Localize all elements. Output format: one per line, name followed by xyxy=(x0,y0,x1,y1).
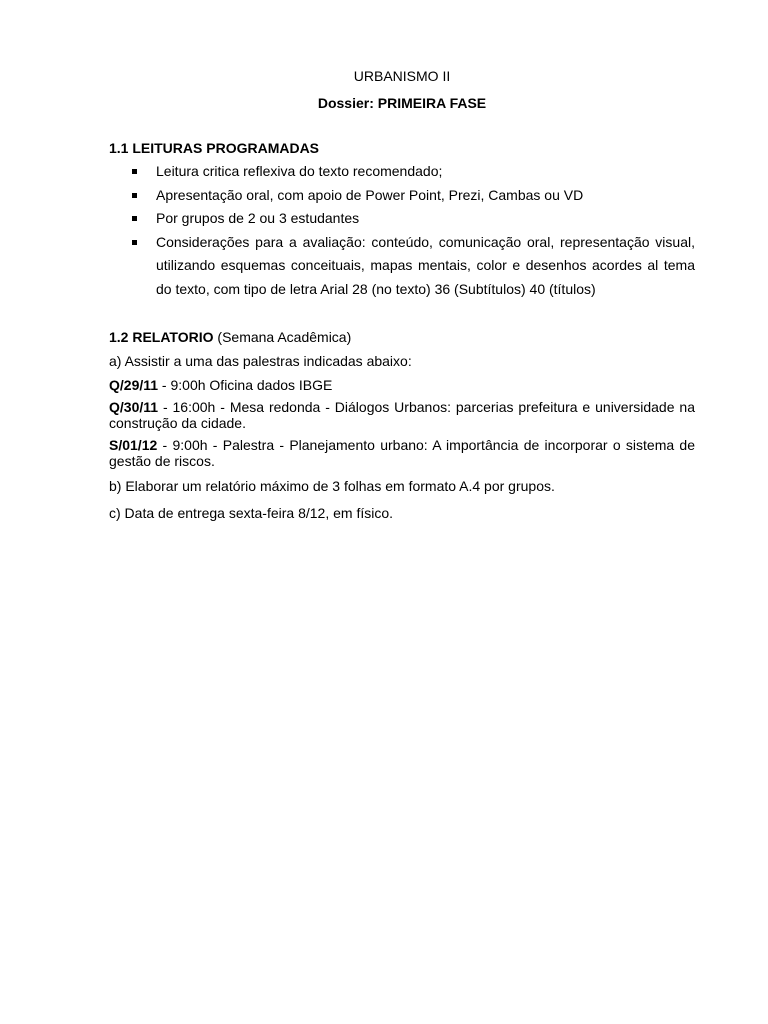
list-item-text: Leitura critica reflexiva do texto recomendado; xyxy=(156,163,443,179)
square-bullet-icon xyxy=(132,240,137,245)
event-text: - 16:00h - Mesa redonda - Diálogos Urbanos: parcerias prefeitura e universidade na construção da cidade. xyxy=(109,399,695,431)
square-bullet-icon xyxy=(132,193,137,198)
list-item-text: Por grupos de 2 ou 3 estudantes xyxy=(156,210,360,226)
relatorio-item-b: b) Elaborar um relatório máximo de 3 folhas em formato A.4 por grupos. xyxy=(109,478,555,494)
list-item-text: Apresentação oral, com apoio de Power Point, Prezi, Cambas ou VD xyxy=(156,186,584,203)
square-bullet-icon xyxy=(132,216,137,221)
list-item xyxy=(109,207,695,231)
list-item xyxy=(109,231,695,302)
relatorio-intro: a) Assistir a uma das palestras indicadas abaixo: xyxy=(109,353,412,369)
event-item xyxy=(109,377,695,393)
section-heading-bold: 1.2 RELATORIO xyxy=(109,329,214,345)
square-bullet-icon xyxy=(132,169,137,174)
list-item xyxy=(109,184,695,208)
event-date: Q/30/11 xyxy=(109,399,159,415)
document-title: URBANISMO II xyxy=(353,68,451,84)
event-date: S/01/12 xyxy=(109,437,158,453)
event-text: - 9:00h - Palestra - Planejamento urbano: A importância de incorporar o sistema de gestão de riscos. xyxy=(109,437,695,469)
event-item xyxy=(109,437,695,469)
list-item xyxy=(109,160,695,184)
list-item-text: Considerações para a avaliação: conteúdo, comunicação oral, representação visual, utilizando esquemas conceituais, mapas mentais, color e desenhos acordes al tema do texto, com tipo de letra Arial 28 (no texto) 36 (Subtítulos) 40 (títulos) xyxy=(156,233,695,297)
event-item xyxy=(109,399,695,431)
section-heading-leituras: 1.1 LEITURAS PROGRAMADAS xyxy=(109,140,320,156)
event-date: Q/29/11 xyxy=(109,377,159,393)
document-page xyxy=(109,66,695,523)
section-heading-note: (Semana Acadêmica) xyxy=(213,329,352,345)
document-subtitle: Dossier: PRIMEIRA FASE xyxy=(317,95,487,111)
leituras-list xyxy=(109,160,695,301)
event-text: - 9:00h Oficina dados IBGE xyxy=(158,377,333,393)
relatorio-item-c: c) Data de entrega sexta-feira 8/12, em físico. xyxy=(109,505,394,521)
section-heading-relatorio xyxy=(109,327,695,347)
